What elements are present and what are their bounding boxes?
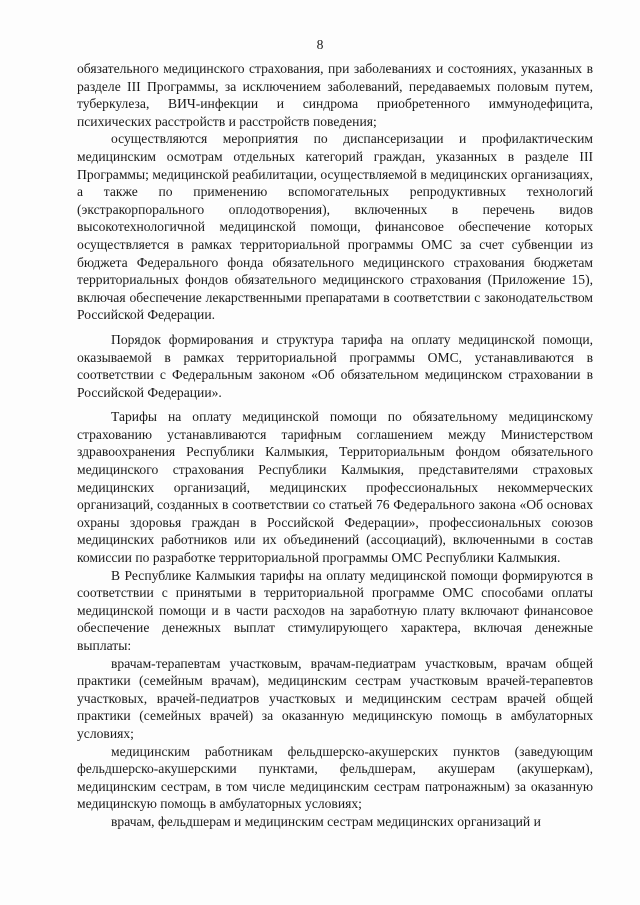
paragraph-feldsher-stations: медицинским работникам фельдшерско-акушерских пунктов (заведующим фельдшерско-акушерскими пунктами, фельдшерам, акушерам (акушеркам), медицинским сестрам, в том числе медицинским сестрам патронажным) за оказанную медицинскую помощь в амбулаторных условиях; xyxy=(77,743,593,812)
page-number: 8 xyxy=(316,37,324,52)
paragraph-tariff-agreement: Тарифы на оплату медицинской помощи по обязательному медицинскому страхованию устанавливаются тарифным соглашением между Министерством здравоохранения Республики Калмыкия, Территориальным фондом обязательного медицинского страхования Республики Калмыкия, представителями страховых медицинских организаций, медицинских профессиональных некоммерческих организаций, созданных в соответствии со статьей 76 Федерального закона «Об основах охраны здоровья граждан в Российской Федерации», профессиональных союзов медицинских работников или их объединений (ассоциаций), включенными в состав комиссии по разработке территориальной программы ОМС Республики Калмыкия. xyxy=(77,409,593,566)
document-body xyxy=(77,60,593,831)
paragraph-doctors-nurses: врачам, фельдшерам и медицинским сестрам медицинских организаций и xyxy=(111,813,541,829)
paragraph-tariff-structure: Порядок формирования и структура тарифа на оплату медицинской помощи, оказываемой в рамках территориальной программы ОМС, устанавливаются в соответствии с Федеральным законом «Об обязательном медицинском страховании в Российской Федерации». xyxy=(77,331,593,400)
paragraph-therapists: врачам-терапевтам участковым, врачам-педиатрам участковым, врачам общей практики (семейным врачам), медицинским сестрам участковым врачей-терапевтов участковых, врачей-педиатров участковых и медицинским сестрам врачей общей практики (семейных врачей) за оказанную медицинскую помощь в амбулаторных условиях; xyxy=(77,655,593,741)
paragraph-tariff-formation: В Республике Калмыкия тарифы на оплату медицинской помощи формируются в соответствии с принятыми в территориальной программе ОМС способами оплаты медицинской помощи и в части расходов на заработную плату включают финансовое обеспечение денежных выплат стимулирующего характера, включая денежные выплаты: xyxy=(77,567,593,653)
paragraph-continuation: обязательного медицинского страхования, при заболеваниях и состояниях, указанных в разделе III Программы, за исключением заболеваний, передаваемых половым путем, туберкулеза, ВИЧ-инфекции и синдрома приобретенного иммунодефицита, психических расстройств и расстройств поведения; xyxy=(77,61,593,129)
paragraph-dispensarization: осуществляются мероприятия по диспансеризации и профилактическим медицинским осмотрам отдельных категорий граждан, указанных в разделе III Программы; медицинской реабилитации, осуществляемой в медицинских организациях, а также по применению вспомогательных репродуктивных технологий (экстракорпорального оплодотворения), включенных в перечень видов высокотехнологичной медицинской помощи, финансовое обеспечение которых осуществляется в рамках территориальной программы ОМС за счет субвенции из бюджета Федерального фонда обязательного медицинского страхования бюджетам территориальных фондов обязательного медицинского страхования (Приложение 15), включая обеспечение лекарственными препаратами в соответствии с законодательством Российской Федерации. xyxy=(77,131,593,323)
